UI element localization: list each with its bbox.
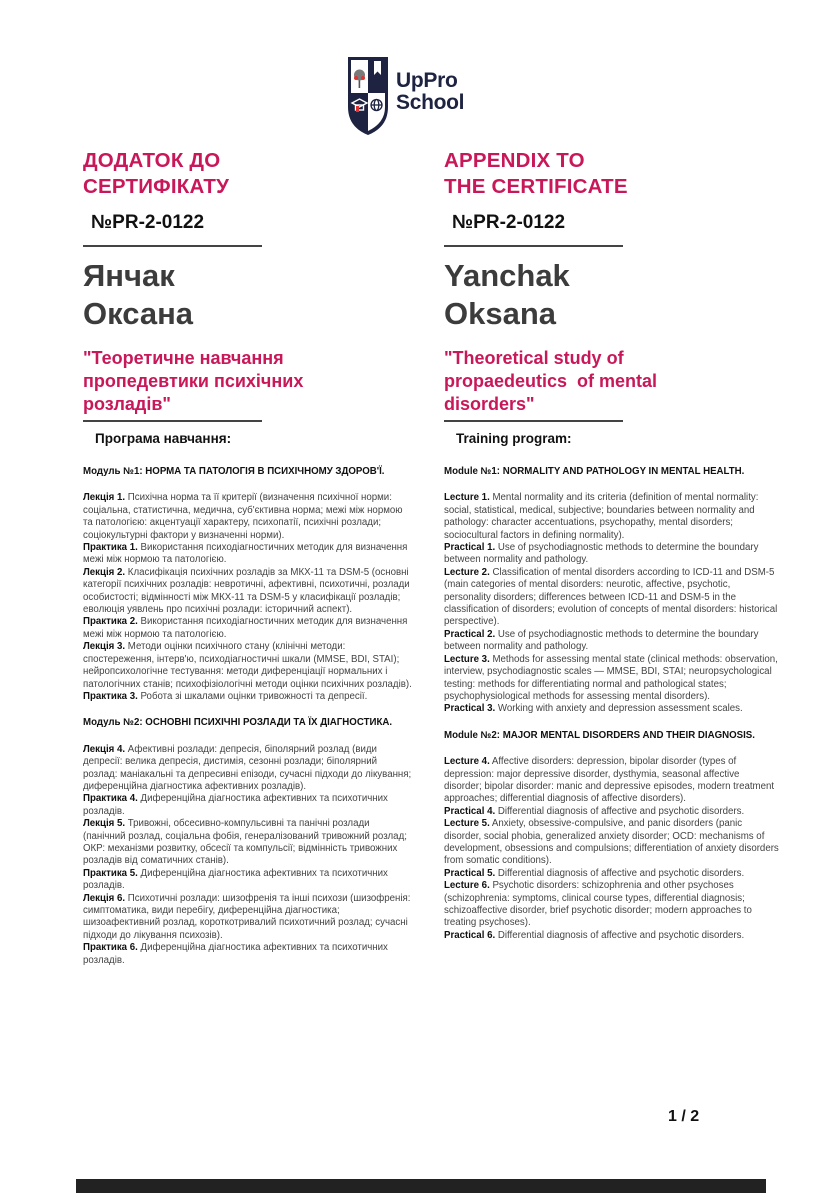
entry-text: Working with anxiety and depression assessment scales.: [495, 703, 743, 715]
entry-label: Практика 3.: [83, 690, 138, 702]
entry-label: Лекція 2.: [83, 566, 126, 578]
appendix-title-line2: THE CERTIFICATE: [444, 175, 628, 198]
module-title: Module №1: NORMALITY AND PATHOLOGY IN MENTAL HEALTH.: [444, 466, 745, 477]
course-title-line1: "Теоретичне навчання: [83, 348, 284, 368]
entry-label: Практика 5.: [83, 867, 138, 879]
entry-label: Практика 1.: [83, 542, 138, 554]
surname: Янчак: [83, 258, 175, 293]
recipient-name-en: [444, 257, 779, 333]
brand-name: [396, 70, 464, 114]
brand-name-line2: School: [396, 91, 465, 114]
program-entry: [83, 616, 413, 641]
divider: [444, 420, 623, 422]
entry-text: Use of psychodiagnostic methods to determine the boundary between normality and pathology.: [444, 628, 759, 653]
program-entry: [83, 793, 413, 818]
program-entry: [83, 893, 413, 943]
program-entry: [83, 542, 413, 567]
english-column: [444, 148, 779, 942]
entry-text: Афективні розлади: депресія, біполярний розлад (види депресії: велика депресія, дистимія, сезонні розлади; біполярний розлад: маніакальні та депресивні епізоди, сучасні підходи до лікування; диференційна діагностика афективних розладів).: [83, 743, 412, 792]
course-title-line2: propaedeutics of mental: [444, 371, 658, 391]
program-label: Програма навчання:: [95, 431, 232, 446]
entry-label: Lecture 1.: [444, 492, 490, 504]
recipient-name-uk: [83, 257, 413, 333]
entry-label: Practical 6.: [444, 929, 496, 941]
program-entry: [444, 756, 779, 806]
entry-text: Психотичні розлади: шизофренія та інші психози (шизофренія: симптоматика, види перебігу, диференційна діагностика; шизоафективний розлад, короткотривалий психотичний розлад; сучасні підходи до лікування психозів).: [83, 892, 411, 941]
school-logo: [346, 55, 496, 137]
entry-text: Диференційна діагностика афективних та психотичних розладів.: [83, 942, 388, 966]
program-entry: [83, 868, 413, 893]
entry-text: Тривожні, обсесивно-компульсивні та панічні розлади (панічний розлад, соціальна фобія, генералізований тривожний розлад; ОКР: механізми розвитку, обсесії та компульсії; відмінність тривожних розладів від соматичних станів).: [83, 818, 407, 867]
entry-text: Робота зі шкалами оцінки тривожності та депресії.: [137, 690, 368, 702]
entry-text: Mental normality and its criteria (definition of mental normality: social, statistical, medical, subjective; boundaries between normality and pathology: character accentuations, psychopathy, mental disorders; sociocultural factors in defining normality).: [444, 492, 759, 541]
program-entry: [444, 930, 779, 942]
module-title: Модуль №1: НОРМА ТА ПАТОЛОГІЯ В ПСИХІЧНОМУ ЗДОРОВ'Ї.: [83, 466, 385, 477]
entry-text: Differential diagnosis of affective and psychotic disorders.: [495, 805, 745, 817]
entry-label: Лекція 6.: [83, 892, 126, 904]
entry-label: Lecture 2.: [444, 566, 490, 578]
entry-label: Practical 4.: [444, 805, 496, 817]
entry-text: Differential diagnosis of affective and psychotic disorders.: [495, 867, 745, 879]
course-title-uk: [83, 347, 413, 416]
course-title-en: [444, 347, 779, 416]
appendix-title-line2: СЕРТИФІКАТУ: [83, 175, 230, 198]
entry-label: Лекція 3.: [83, 641, 126, 653]
program-entry: [83, 691, 413, 703]
course-title-line2: пропедевтики психічних: [83, 371, 304, 391]
appendix-title-en: [444, 148, 779, 200]
program-label: Training program:: [456, 431, 572, 446]
entry-label: Lecture 5.: [444, 818, 490, 830]
program-entry: [444, 629, 779, 654]
shield-icon: [346, 55, 390, 137]
program-entry: [83, 641, 413, 691]
certificate-number: №PR-2-0122: [452, 212, 566, 233]
entry-label: Лекція 1.: [83, 492, 126, 504]
program-entry: [444, 542, 779, 567]
appendix-title-line1: ДОДАТОК ДО: [83, 149, 221, 172]
entry-text: Психічна норма та її критерії (визначення психічної норми: соціальна, статистична, медична, суб'єктивна норма; межі між нормою та патологією: акцентуації характеру, психопатії, психічні розлади; соціокультурні фактори у визначенні норми).: [83, 492, 403, 541]
entry-text: Affective disorders: depression, bipolar disorder (types of depression: major depressive disorder, dysthymia, seasonal affective disorder; bipolar disorder: manic and depressive episodes, modern treatment approaches; differential diagnosis of affective disorders).: [444, 756, 775, 805]
program-entry: [444, 567, 779, 629]
course-title-line3: розладів": [83, 394, 171, 414]
course-title-line3: disorders": [444, 394, 535, 414]
appendix-title-uk: [83, 148, 413, 200]
entry-text: Методи оцінки психічного стану (клінічні методи: спостереження, інтерв'ю, психодіагностичні шкали (MMSE, BDI, STAI); нейропсихологічне тестування: методи диференціації нормальних і патологічних станів; психофізіологічні методи оцінки психічних розладів).: [83, 641, 412, 690]
entry-text: Використання психодіагностичних методик для визначення межі між нормою та патологією.: [83, 616, 408, 640]
entry-label: Практика 6.: [83, 942, 138, 954]
appendix-title-line1: APPENDIX TO: [444, 149, 585, 172]
given-name: Oksana: [444, 296, 557, 331]
program-entry: [444, 818, 779, 868]
program-entry: [83, 942, 413, 967]
program-entry: [83, 744, 413, 794]
program-modules: [444, 466, 779, 942]
entry-text: Диференційна діагностика афективних та психотичних розладів.: [83, 793, 388, 817]
entry-label: Lecture 4.: [444, 756, 490, 768]
program-entry: [83, 567, 413, 617]
program-entry: [444, 880, 779, 930]
program-entry: [83, 818, 413, 868]
entry-label: Practical 5.: [444, 867, 496, 879]
page-number: 1 / 2: [668, 1108, 700, 1125]
brand-name-line1: UpPro: [396, 69, 458, 92]
surname: Yanchak: [444, 258, 570, 293]
entry-text: Classification of mental disorders according to ICD-11 and DSM-5 (main categories of mental disorders: neurotic, affective, psychotic, personality disorders; differences between ICD-11 and DSM-5 in the classification of disorders; evolution of concepts of mental disorders: historical perspective).: [444, 566, 778, 628]
program-entry: [444, 703, 779, 715]
program-entry: [444, 868, 779, 880]
entry-text: Класифікація психічних розладів за МКХ-11 та DSM-5 (основні категорії психічних розладів: невротичні, афективні, психотичні, розлади особистості; відмінності між МКХ-11 та DSM-5 у класифікації розладів; еволюція уявлень про психічні розлади: історичний аспект).: [83, 566, 410, 616]
program-entry: [83, 492, 413, 542]
entry-label: Практика 2.: [83, 616, 138, 628]
program-entry: [444, 654, 779, 704]
entry-text: Differential diagnosis of affective and psychotic disorders.: [495, 929, 745, 941]
divider: [444, 245, 623, 247]
program-modules: [83, 466, 413, 967]
program-entry: [444, 806, 779, 818]
module-title: Модуль №2: ОСНОВНІ ПСИХІЧНІ РОЗЛАДИ ТА ЇХ ДІАГНОСТИКА.: [83, 717, 393, 729]
entry-text: Psychotic disorders: schizophrenia and other psychoses (schizophrenia: symptoms, clinical course types, differential diagnosis; schizoaffective disorder, brief psychotic disorder; modern approaches to treating psychoses).: [444, 880, 752, 929]
divider: [83, 245, 262, 247]
entry-text: Диференційна діагностика афективних та психотичних розладів.: [83, 867, 388, 892]
entry-label: Practical 3.: [444, 703, 496, 715]
entry-label: Practical 1.: [444, 542, 496, 554]
entry-text: Methods for assessing mental state (clinical methods: observation, interview, psychodiagnostic scales — MMSE, BDI, STAI; neuropsychological testing: methods for differentiating normal and pathological states; psychophysiological methods for assessing mental disorders).: [444, 653, 778, 702]
entry-text: Use of psychodiagnostic methods to determine the boundary between normality and pathology.: [444, 542, 759, 566]
divider: [83, 420, 262, 422]
certificate-number: №PR-2-0122: [91, 212, 205, 233]
program-entry: [444, 492, 779, 542]
entry-label: Практика 4.: [83, 793, 138, 805]
footer-bar: [76, 1179, 766, 1193]
entry-text: Anxiety, obsessive-compulsive, and panic disorders (panic disorder, social phobia, generalized anxiety disorder; OCD: mechanisms of development, obsessions and compulsions; differentiation of anxiety disorders from somatic conditions).: [444, 818, 779, 867]
ukrainian-column: [83, 148, 413, 967]
course-title-line1: "Theoretical study of: [444, 348, 624, 368]
entry-label: Practical 2.: [444, 628, 496, 640]
entry-label: Лекція 5.: [83, 818, 126, 830]
entry-label: Lecture 3.: [444, 653, 490, 665]
entry-label: Лекція 4.: [83, 743, 126, 755]
module-title: Module №2: MAJOR MENTAL DISORDERS AND THEIR DIAGNOSIS.: [444, 729, 755, 741]
entry-label: Lecture 6.: [444, 880, 490, 892]
given-name: Оксана: [83, 296, 194, 331]
entry-text: Використання психодіагностичних методик для визначення межі між нормою та патологією.: [83, 542, 408, 566]
